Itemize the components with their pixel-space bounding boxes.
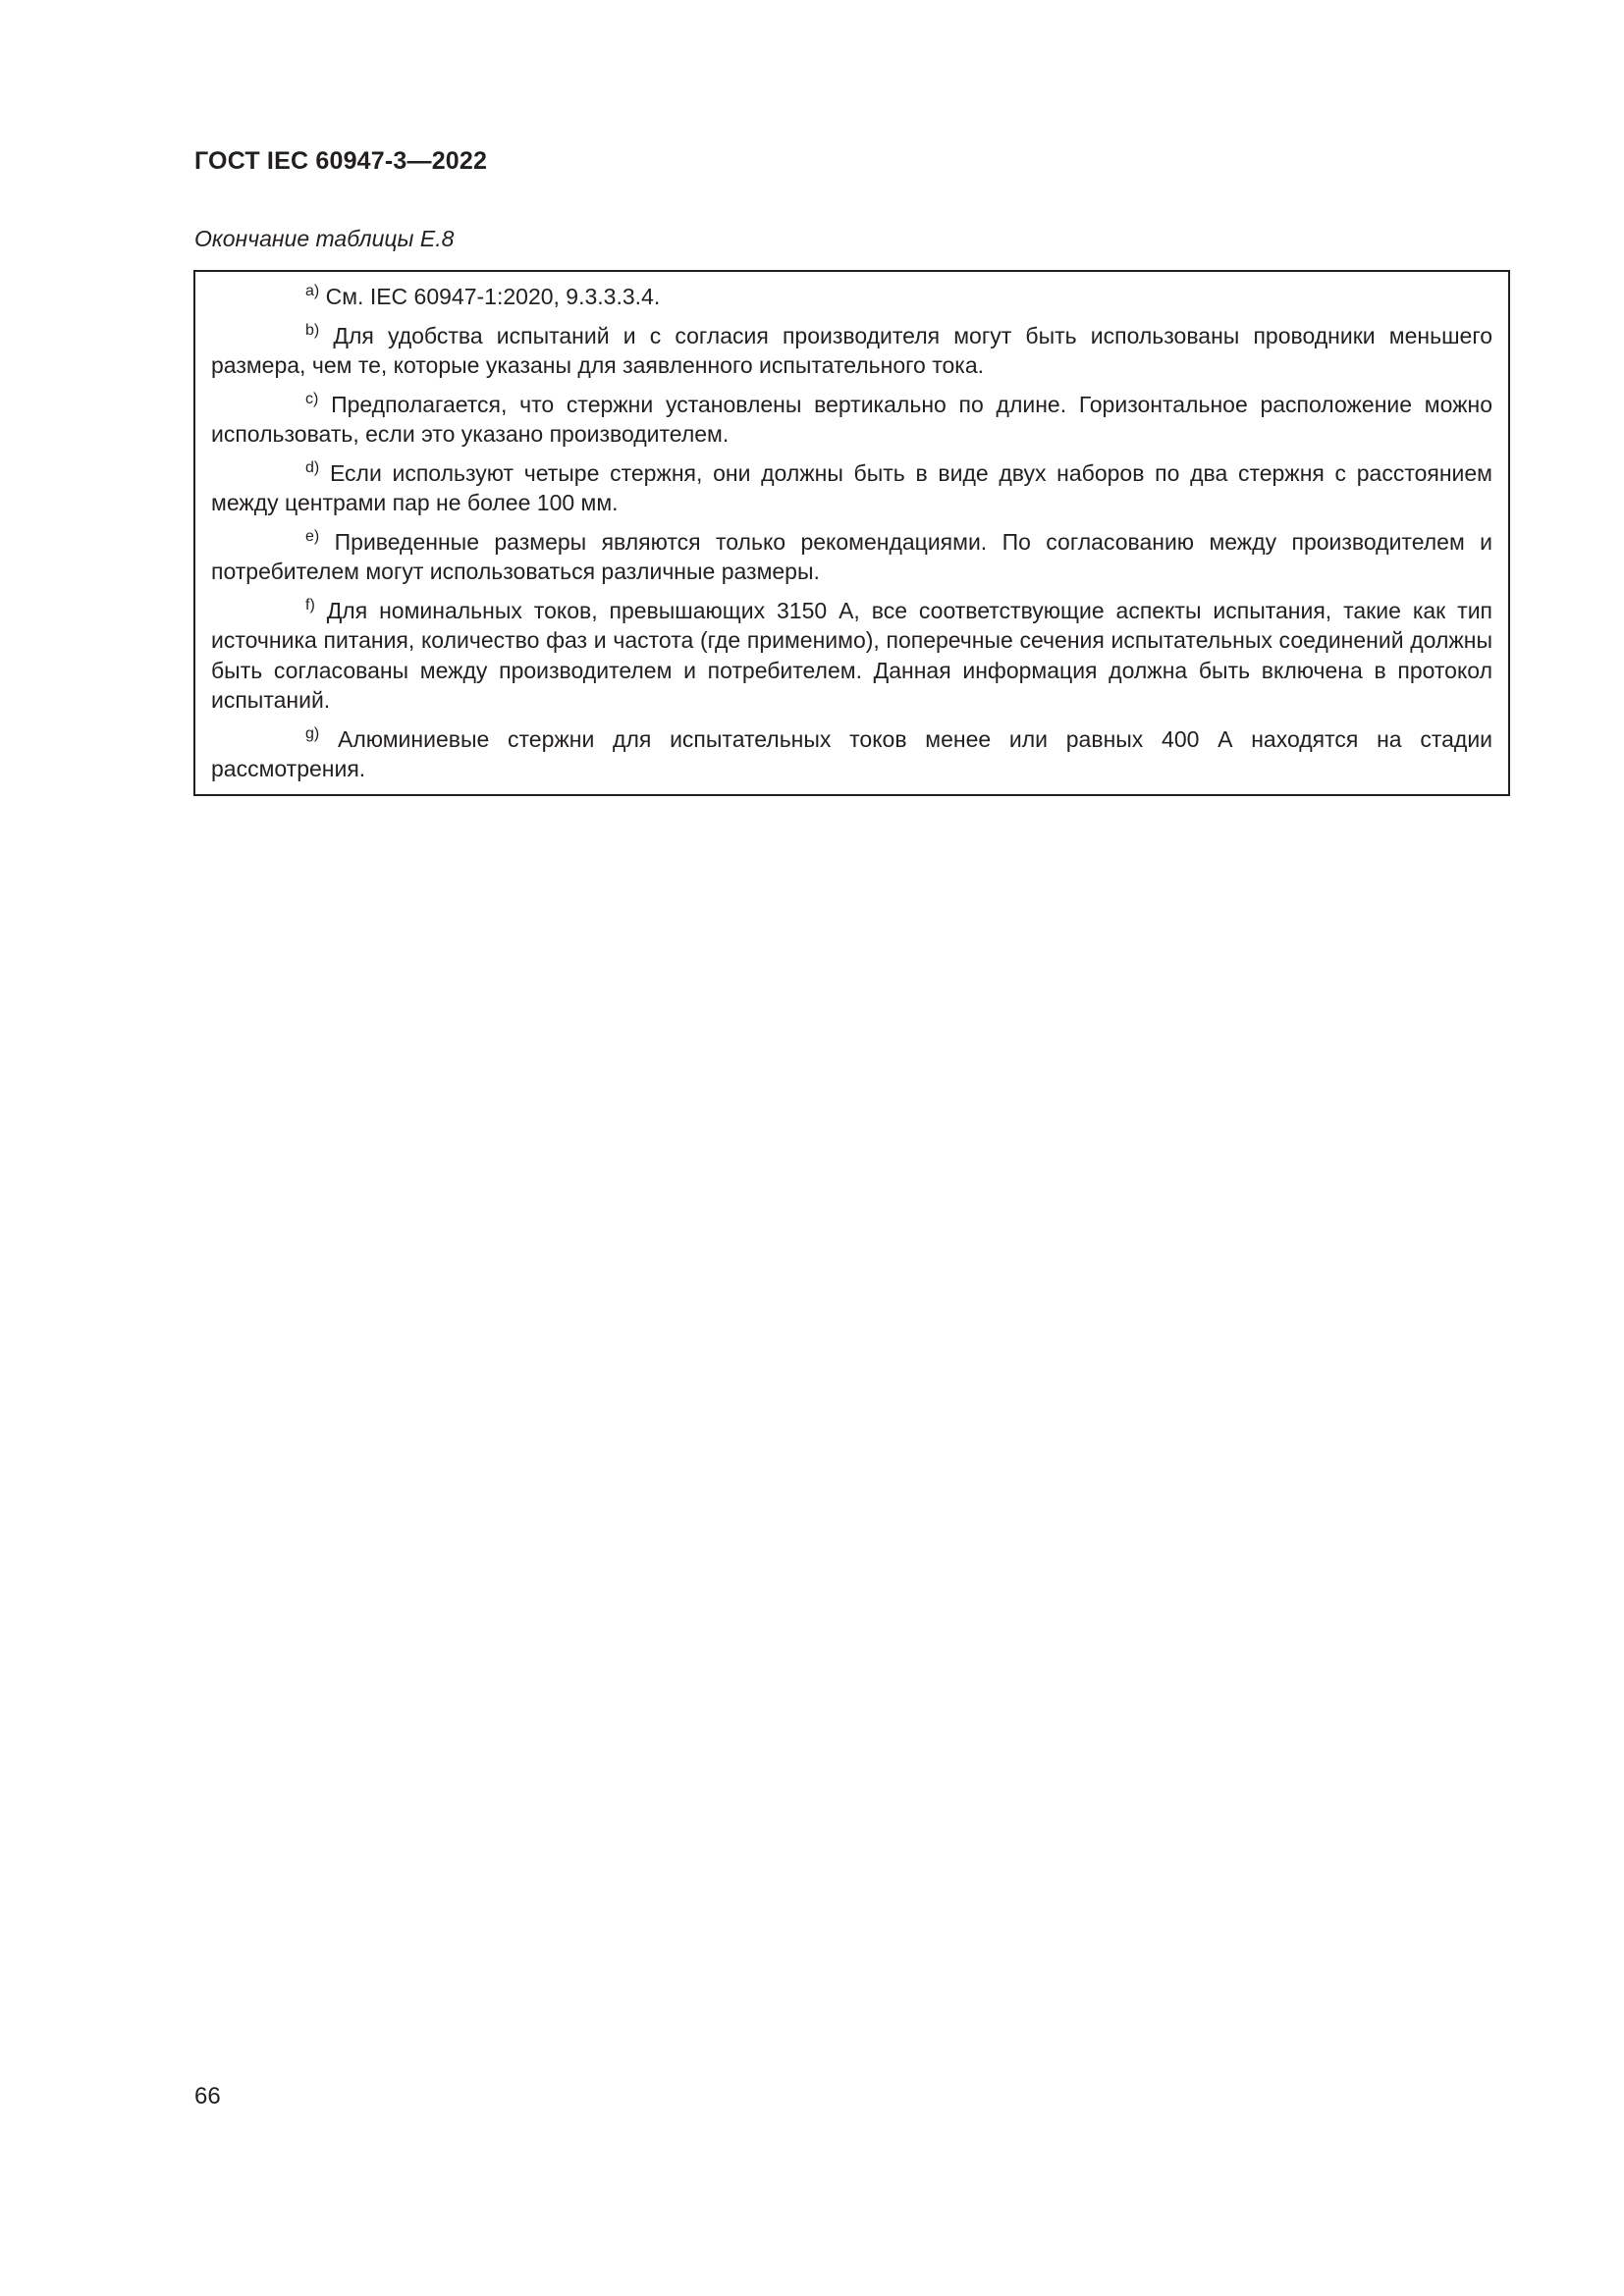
- note-text: Если используют четыре стержня, они должны быть в виде двух наборов по два стержня с расстоянием между центрами пар не более 100 мм.: [211, 459, 1492, 515]
- note-marker: e): [305, 527, 320, 545]
- note-marker: f): [305, 596, 315, 614]
- note-marker: b): [305, 321, 320, 339]
- table-note: [211, 596, 1492, 716]
- note-text: Алюминиевые стержни для испытательных токов менее или равных 400 А находятся на стадии рассмотрения.: [211, 725, 1493, 781]
- table-note: [211, 282, 1492, 312]
- note-marker: c): [305, 390, 319, 407]
- note-text: Предполагается, что стержни установлены вертикально по длине. Горизонтальное расположение можно использовать, если это указано производителем.: [211, 391, 1492, 447]
- table-note: [211, 458, 1492, 518]
- note-text: Для удобства испытаний и с согласия производителя могут быть использованы проводники меньшего размера, чем те, которые указаны для заявленного испытательного тока.: [211, 322, 1492, 378]
- page-number: 66: [194, 2083, 221, 2109]
- document-code: ГОСТ IEC 60947-3—2022: [194, 147, 488, 175]
- table-note: [211, 724, 1492, 784]
- table-note: [211, 390, 1492, 450]
- table-note: [211, 527, 1492, 587]
- table-note: [211, 321, 1492, 381]
- table-caption: Окончание таблицы Е.8: [194, 226, 455, 251]
- table-notes: [193, 270, 1510, 796]
- note-marker: g): [305, 724, 320, 742]
- note-text: См. IEC 60947-1:2020, 9.3.3.3.4.: [325, 284, 661, 309]
- note-text: Приведенные размеры являются только рекомендациями. По согласованию между производителем и потребителем могут использоваться различные размеры.: [211, 528, 1493, 584]
- note-marker: a): [305, 283, 320, 299]
- note-marker: d): [305, 458, 320, 476]
- note-text: Для номинальных токов, превышающих 3150 А, все соответствующие аспекты испытания, такие как тип источника питания, количество фаз и частота (где применимо), поперечные сечения испытательных соединений должны быть согласованы между производителем и потребителем. Данная информация должна быть включена в протокол испытаний.: [211, 597, 1492, 713]
